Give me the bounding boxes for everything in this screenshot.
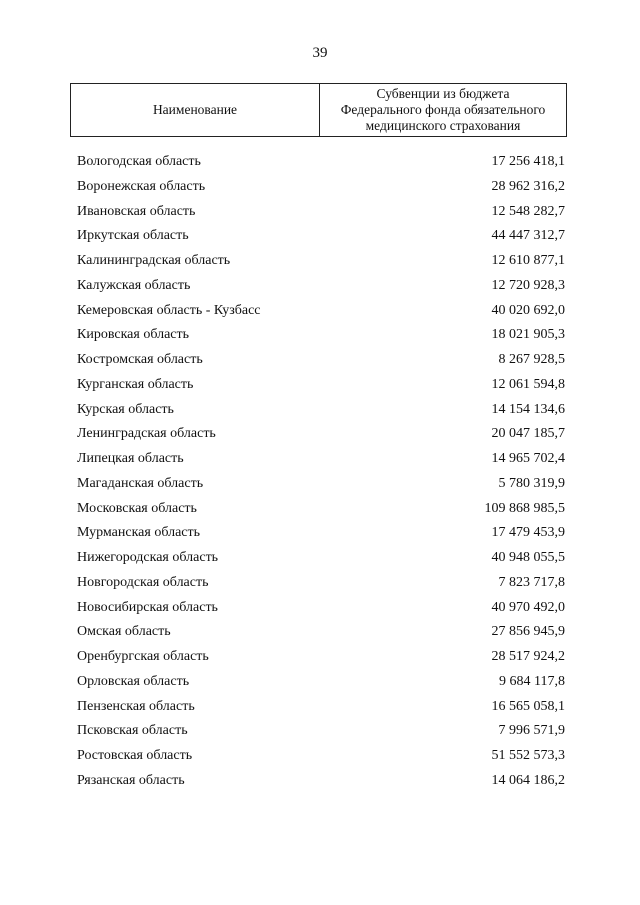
table-row: [0, 348, 640, 373]
region-name: Ивановская область: [77, 203, 196, 219]
region-name: Орловская область: [77, 673, 190, 689]
subvention-value: 16 565 058,1: [491, 698, 565, 714]
subvention-value: 14 965 702,4: [491, 451, 565, 466]
subvention-value: 40 948 055,5: [491, 550, 565, 565]
table-row: [0, 447, 640, 472]
table-row: [0, 472, 640, 497]
subvention-value: 12 548 282,7: [491, 203, 565, 219]
table-header: [70, 83, 567, 137]
region-name: Новосибирская область: [77, 599, 218, 615]
subvention-value: 28 962 316,2: [491, 178, 565, 194]
region-name: Курская область: [77, 401, 174, 417]
table-row: [0, 200, 640, 225]
table-row: [0, 373, 640, 398]
region-name: Ростовская область: [77, 748, 193, 763]
subvention-value: 40 020 692,0: [491, 302, 565, 318]
region-name: Магаданская область: [77, 475, 204, 491]
region-name: Псковская область: [77, 723, 188, 739]
subvention-value: 9 684 117,8: [499, 673, 565, 689]
region-name: Костромская область: [77, 352, 203, 367]
subvention-value: 12 610 877,1: [491, 253, 565, 268]
table-row: [0, 546, 640, 571]
table-row: [0, 571, 640, 596]
region-name: Иркутская область: [77, 228, 189, 244]
table-row: [0, 175, 640, 200]
subvention-value: 14 154 134,6: [491, 401, 565, 417]
table-row: [0, 497, 640, 522]
subvention-value: 20 047 185,7: [491, 426, 565, 442]
table-row: [0, 596, 640, 621]
region-name: Мурманская область: [77, 525, 201, 541]
table-row: [0, 224, 640, 249]
region-name: Нижегородская область: [77, 550, 219, 565]
table-row: [0, 670, 640, 695]
header-name-column: [70, 84, 320, 136]
subvention-value: 44 447 312,7: [491, 228, 565, 244]
table-row: [0, 744, 640, 769]
header-name-label: Наименование: [152, 102, 238, 117]
table-row: [0, 299, 640, 324]
table-row: [0, 398, 640, 423]
table-body: [0, 150, 640, 794]
region-name: Ленинградская область: [77, 426, 216, 442]
header-value-line-3: медицинского страхования: [365, 118, 521, 133]
region-name: Омская область: [77, 624, 171, 640]
table-row: [0, 150, 640, 175]
header-value-line-1: Субвенции из бюджета: [376, 86, 510, 101]
subvention-value: 12 720 928,3: [491, 277, 565, 293]
subvention-value: 40 970 492,0: [491, 599, 565, 615]
subvention-value: 109 868 985,5: [484, 500, 565, 516]
region-name: Кемеровская область - Кузбасс: [77, 302, 261, 318]
region-name: Рязанская область: [77, 772, 185, 788]
region-name: Вологодская область: [77, 154, 201, 169]
table-row: [0, 323, 640, 348]
subvention-value: 17 256 418,1: [491, 154, 565, 169]
subvention-value: 28 517 924,2: [491, 649, 565, 664]
region-name: Липецкая область: [77, 451, 184, 466]
region-name: Воронежская область: [77, 178, 206, 194]
region-name: Оренбургская область: [77, 649, 209, 664]
table-row: [0, 620, 640, 645]
table-row: [0, 695, 640, 720]
subvention-value: 7 996 571,9: [498, 723, 565, 739]
subvention-value: 12 061 594,8: [491, 376, 565, 392]
table-row: [0, 422, 640, 447]
page-number: 39: [312, 45, 328, 61]
region-name: Калининградская область: [77, 253, 231, 268]
header-value-column: [320, 84, 567, 136]
region-name: Пензенская область: [77, 698, 195, 714]
region-name: Калужская область: [77, 277, 191, 293]
subvention-value: 5 780 319,9: [498, 475, 565, 491]
subvention-value: 7 823 717,8: [498, 574, 565, 590]
table-row: [0, 719, 640, 744]
region-name: Московская область: [77, 500, 197, 516]
subvention-value: 27 856 945,9: [491, 624, 565, 640]
subvention-value: 8 267 928,5: [498, 352, 565, 367]
subvention-value: 18 021 905,3: [491, 327, 565, 343]
header-value-line-2: Федерального фонда обязательного: [340, 102, 546, 117]
region-name: Кировская область: [77, 327, 190, 343]
table-row: [0, 249, 640, 274]
subvention-value: 51 552 573,3: [491, 748, 565, 763]
table-row: [0, 521, 640, 546]
table-row: [0, 274, 640, 299]
subvention-value: 17 479 453,9: [491, 525, 565, 541]
subvention-value: 14 064 186,2: [491, 772, 565, 788]
region-name: Курганская область: [77, 376, 194, 392]
table-row: [0, 645, 640, 670]
table-row: [0, 769, 640, 794]
region-name: Новгородская область: [77, 574, 209, 590]
